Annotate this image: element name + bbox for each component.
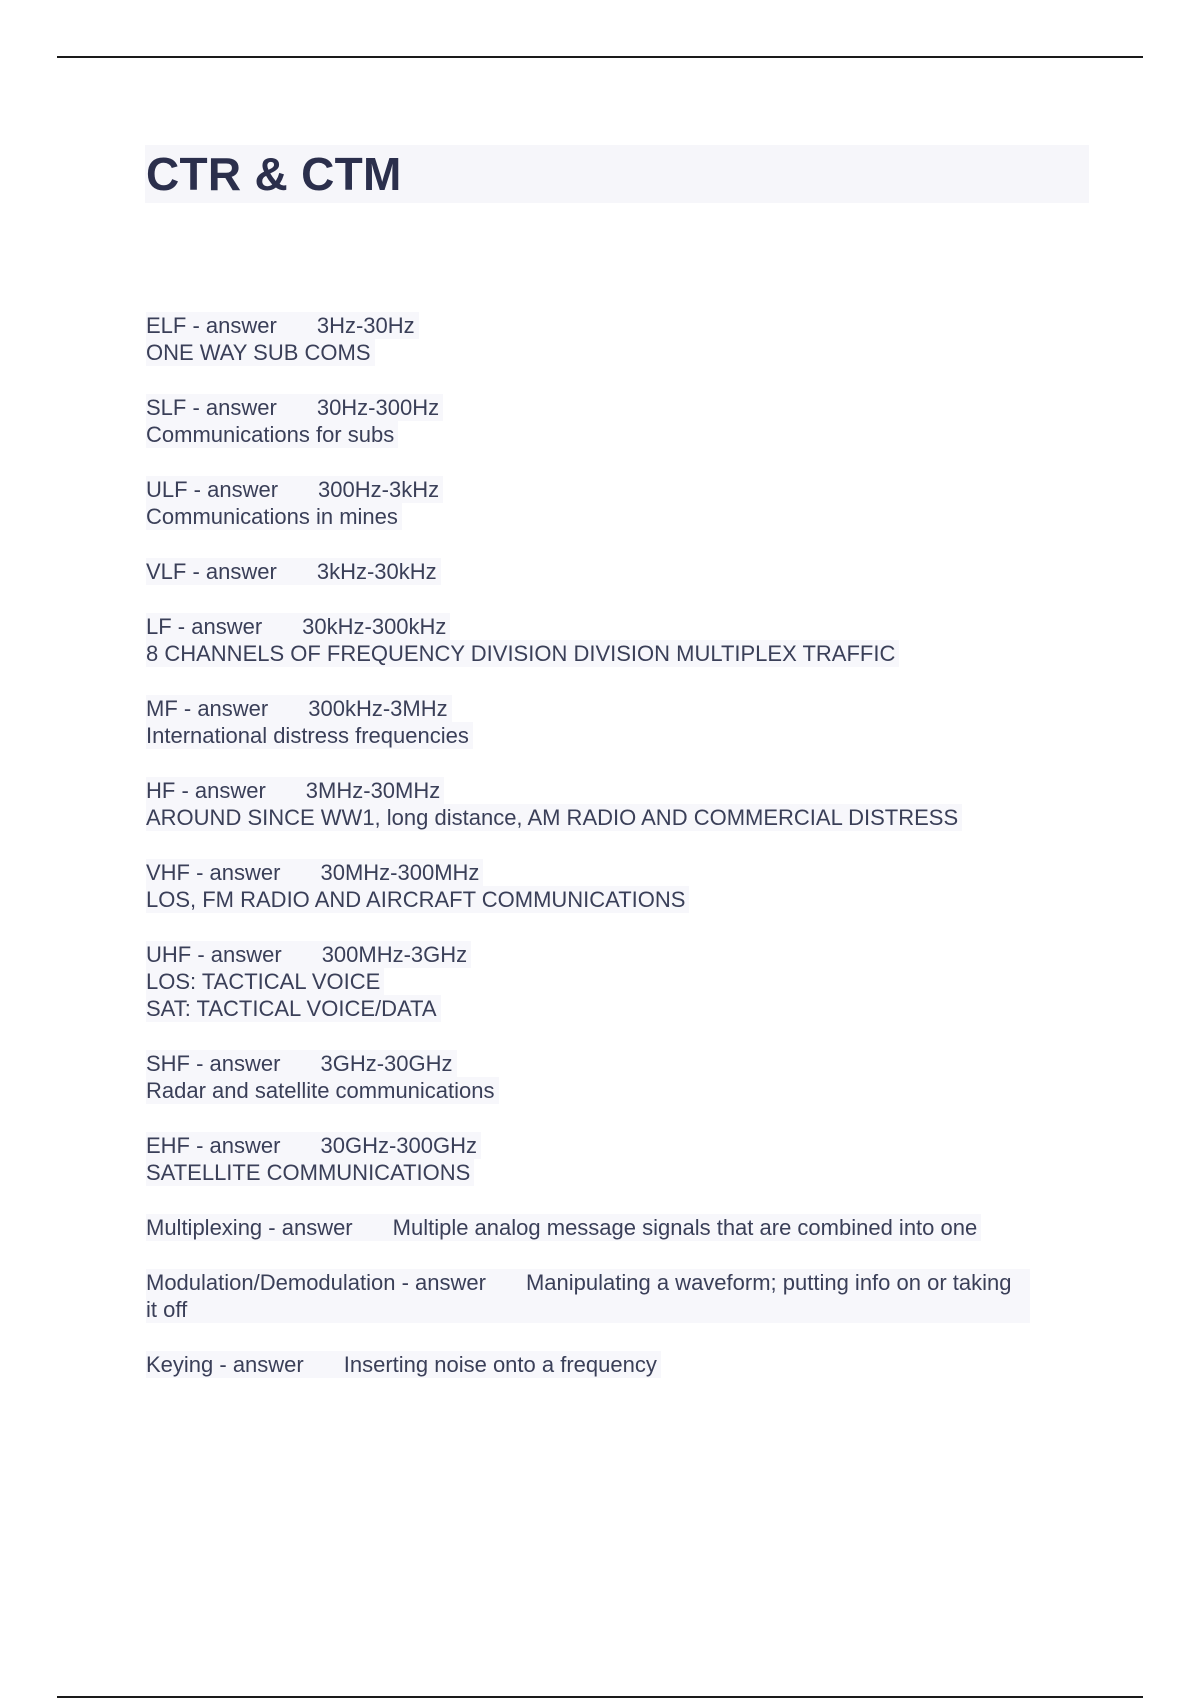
flashcard-answer: 300Hz-3kHz xyxy=(318,477,440,502)
flashcard-answer-line: Radar and satellite communications xyxy=(146,1077,499,1104)
flashcard xyxy=(146,613,1076,667)
flashcard-first-line xyxy=(146,394,443,421)
flashcard-first-line xyxy=(146,613,450,640)
flashcard xyxy=(146,1269,1076,1323)
flashcard-term: Modulation/Demodulation - answer xyxy=(146,1270,486,1295)
flashcard-answer: 3MHz-30MHz xyxy=(305,778,441,803)
flashcard-answer-line: LOS: TACTICAL VOICE xyxy=(146,968,384,995)
flashcard-first-line xyxy=(146,1351,661,1378)
flashcard-term: VLF - answer xyxy=(146,559,277,584)
flashcard-first-line xyxy=(146,558,441,585)
flashcard xyxy=(146,394,1076,448)
flashcard-term: HF - answer xyxy=(146,778,266,803)
flashcard-answer: Multiple analog message signals that are combined into one xyxy=(392,1215,978,1240)
flashcard-first-line xyxy=(146,1214,981,1241)
bottom-rule xyxy=(57,1696,1143,1698)
page-title: CTR & CTM xyxy=(146,148,402,200)
flashcard-first-line xyxy=(146,476,443,503)
flashcard-answer: 300kHz-3MHz xyxy=(308,696,448,721)
flashcard-first-line xyxy=(146,859,483,886)
flashcard-first-line xyxy=(146,695,452,722)
flashcard-term: MF - answer xyxy=(146,696,269,721)
flashcard-first-line xyxy=(146,1132,481,1159)
flashcard-answer-line: Communications in mines xyxy=(146,503,402,530)
flashcard-answer: Inserting noise onto a frequency xyxy=(343,1352,657,1377)
flashcard-answer-line: Communications for subs xyxy=(146,421,398,448)
flashcard-answer: 30kHz-300kHz xyxy=(302,614,447,639)
flashcard-answer: Manipulating a waveform; putting info on or taking it off xyxy=(146,1270,1018,1322)
flashcard-answer: 300MHz-3GHz xyxy=(321,942,468,967)
flashcard-answer-line: AROUND SINCE WW1, long distance, AM RADIO AND COMMERCIAL DISTRESS xyxy=(146,804,962,831)
flashcard-term: Keying - answer xyxy=(146,1352,304,1377)
flashcard-term: SLF - answer xyxy=(146,395,277,420)
flashcard-first-line xyxy=(146,1269,1030,1323)
flashcard xyxy=(146,777,1076,831)
top-rule xyxy=(57,56,1143,58)
flashcard-first-line xyxy=(146,1050,457,1077)
flashcard-list xyxy=(146,312,1076,1406)
flashcard-answer: 3kHz-30kHz xyxy=(316,559,437,584)
flashcard-answer-line: SATELLITE COMMUNICATIONS xyxy=(146,1159,474,1186)
flashcard xyxy=(146,476,1076,530)
flashcard-answer: 30Hz-300Hz xyxy=(316,395,440,420)
flashcard-answer: 3GHz-30GHz xyxy=(320,1051,453,1076)
flashcard-term: SHF - answer xyxy=(146,1051,281,1076)
flashcard-answer-line: ONE WAY SUB COMS xyxy=(146,339,375,366)
flashcard-term: UHF - answer xyxy=(146,942,282,967)
flashcard-first-line xyxy=(146,777,444,804)
flashcard xyxy=(146,1050,1076,1104)
flashcard xyxy=(146,312,1076,366)
flashcard-answer-line: International distress frequencies xyxy=(146,722,473,749)
flashcard-answer: 30GHz-300GHz xyxy=(320,1133,477,1158)
flashcard-answer: 3Hz-30Hz xyxy=(316,313,415,338)
flashcard xyxy=(146,558,1076,585)
flashcard xyxy=(146,1132,1076,1186)
flashcard-term: Multiplexing - answer xyxy=(146,1215,353,1240)
flashcard-term: LF - answer xyxy=(146,614,263,639)
flashcard-answer: 30MHz-300MHz xyxy=(320,860,480,885)
flashcard-first-line xyxy=(146,312,419,339)
flashcard-answer-line: LOS, FM RADIO AND AIRCRAFT COMMUNICATIONS xyxy=(146,886,689,913)
flashcard-first-line xyxy=(146,941,471,968)
flashcard xyxy=(146,1351,1076,1378)
flashcard-answer-line: 8 CHANNELS OF FREQUENCY DIVISION DIVISION MULTIPLEX TRAFFIC xyxy=(146,640,899,667)
flashcard xyxy=(146,1214,1076,1241)
flashcard-answer-line: SAT: TACTICAL VOICE/DATA xyxy=(146,995,441,1022)
flashcard-term: ULF - answer xyxy=(146,477,279,502)
flashcard xyxy=(146,859,1076,913)
flashcard xyxy=(146,695,1076,749)
flashcard xyxy=(146,941,1076,1022)
flashcard-term: EHF - answer xyxy=(146,1133,281,1158)
flashcard-term: ELF - answer xyxy=(146,313,277,338)
flashcard-term: VHF - answer xyxy=(146,860,281,885)
